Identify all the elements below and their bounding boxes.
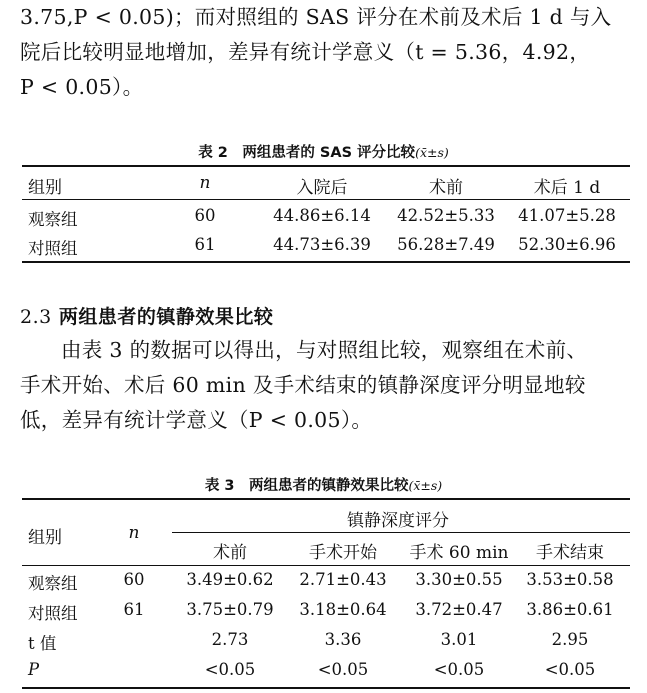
table3-subheader-surgery-end: 手术结束 [536,543,604,563]
table3-subheader-surgery-60min: 手术 60 min [409,543,509,563]
table3-row2-60min: 3.72±0.47 [415,600,503,619]
intro-paragraph [20,0,632,105]
table2-caption [0,141,647,162]
table3-header-n: n [128,523,140,543]
table3-header-rule [22,565,630,566]
table3-row1-60min: 3.30±0.55 [415,570,503,589]
table3-row3-60min: 3.01 [440,630,478,649]
table3-row1-end: 3.53±0.58 [526,570,614,589]
table3-row2-group: 对照组 [28,604,78,623]
section-title: 两组患者的镇静效果比较 [58,306,274,328]
table2-row1-preop: 42.52±5.33 [397,206,495,225]
table3-subheader-surgery-start: 手术开始 [309,543,377,563]
table2-row1-admission: 44.86±6.14 [273,206,371,225]
section-number: 2.3 [20,306,52,328]
table3-caption-title: 表 3 两组患者的镇静效果比较 [204,478,409,494]
section-heading [20,302,273,329]
table3-row2-start: 3.18±0.64 [299,600,387,619]
body-line-3: 低，差异有统计学意义（P < 0.05）。 [20,408,373,432]
body-paragraph [20,333,632,438]
table3-row1-start: 2.71±0.43 [299,570,387,589]
intro-line-3: P < 0.05）。 [20,75,144,99]
body-line-2: 手术开始、术后 60 min 及手术结束的镇静深度评分明显地较 [20,373,586,397]
table2-header-postop: 术后 1 d [533,178,601,198]
table3-row2-end: 3.86±0.61 [526,600,614,619]
table3-subheader-preop: 术前 [213,543,247,563]
table3-caption-stat: (x̄±s) [408,478,443,493]
body-line-1: 由表 3 的数据可以得出，与对照组比较，观察组在术前、 [61,338,588,362]
table2-top-rule [22,165,630,167]
table3-row4-end: <0.05 [544,660,596,679]
table3-header-group: 组别 [28,528,62,548]
intro-line-1: 3.75,P < 0.05)；而对照组的 SAS 评分在术前及术后 1 d 与入 [20,5,612,29]
table2-header-preop: 术前 [429,178,463,198]
table3-span-rule [172,532,630,533]
table3-row3-end: 2.95 [551,630,589,649]
table2-row1-n: 60 [194,206,216,225]
table2-row2-admission: 44.73±6.39 [273,235,371,254]
table2-bottom-rule [22,261,630,263]
table3-row3-start: 3.36 [324,630,362,649]
table3-row4-60min: <0.05 [433,660,485,679]
table2-row2-postop: 52.30±6.96 [518,235,616,254]
table2-row1-postop: 41.07±5.28 [518,206,616,225]
table2-header-n: n [199,173,211,193]
table3-caption [0,474,647,495]
table3-row1-group: 观察组 [28,574,78,593]
table3-bottom-rule [22,687,630,689]
table2-header-rule [22,199,630,200]
table2-caption-title: 表 2 两组患者的 SAS 评分比较 [198,145,416,161]
table3-row1-n: 60 [123,570,145,589]
table2-row2-group: 对照组 [28,239,78,258]
table3-top-rule [22,498,630,500]
table3-row3-preop: 2.73 [211,630,249,649]
table2-row2-preop: 56.28±7.49 [397,235,495,254]
table2-header-group: 组别 [28,178,62,198]
table3-header-sedation-score: 镇静深度评分 [347,511,449,531]
table2-row2-n: 61 [194,235,216,254]
table3-row1-preop: 3.49±0.62 [186,570,274,589]
intro-line-2: 院后比较明显地增加，差异有统计学意义（t = 5.36，4.92， [20,40,591,64]
table3-row3-label: t 值 [28,634,57,653]
table2-header-admission: 入院后 [296,178,348,198]
table2-row1-group: 观察组 [28,210,78,229]
table3-row2-preop: 3.75±0.79 [186,600,274,619]
table3-row4-preop: <0.05 [204,660,256,679]
table3-row2-n: 61 [123,600,145,619]
table2-caption-stat: (x̄±s) [415,145,449,160]
table3-row4-label: P [28,660,40,679]
table3-row4-start: <0.05 [317,660,369,679]
